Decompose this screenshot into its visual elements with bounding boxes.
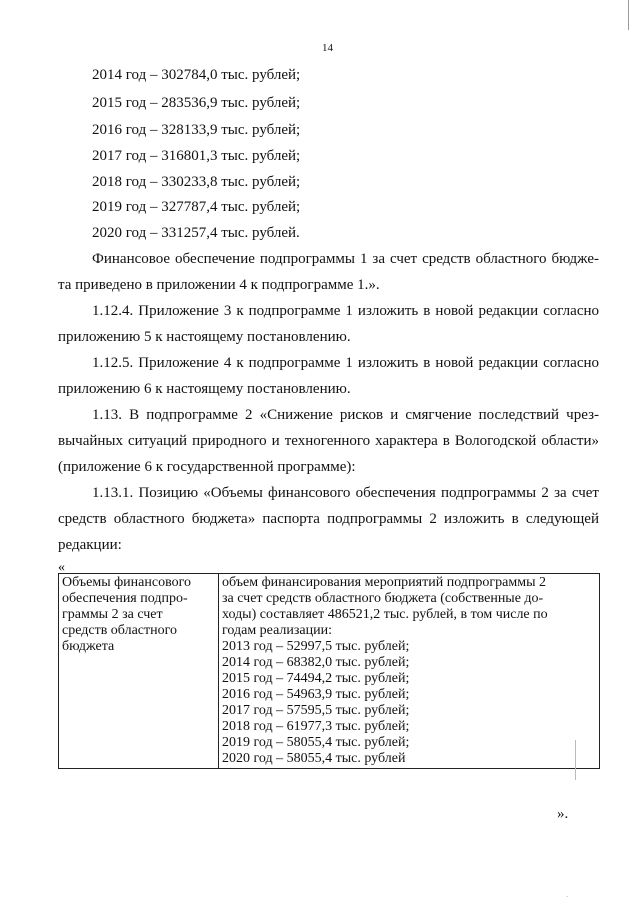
table-year-line: 2020 год – 58055,4 тыс. рублей [222,751,406,766]
table-year-line: 2015 год – 74494,2 тыс. рублей; [222,671,410,686]
paragraph-line: (приложение 6 к государственной программе): [58,459,356,475]
label-line: бюджета [62,639,115,654]
year-line: 2017 год – 316801,3 тыс. рублей; [92,148,301,164]
table-year-line: 2017 год – 57595,5 тыс. рублей; [222,703,410,718]
year-line: 2018 год – 330233,8 тыс. рублей; [92,174,301,190]
description-line: за счет средств областного бюджета (собственные до- [222,591,544,606]
paragraph-line: приложению 6 к настоящему постановлению. [58,381,351,397]
label-line: средств областного [62,623,178,638]
label-line: обеспечения подпро- [62,591,188,606]
year-line: 2016 год – 328133,9 тыс. рублей; [92,122,301,138]
description-line: годам реализации: [222,623,332,638]
year-line: 2020 год – 331257,4 тыс. рублей. [92,225,300,241]
description-line: объем финансирования мероприятий подпрограммы 2 [222,575,547,590]
paragraph-line: та приведено в приложении 4 к подпрограмме 1.». [58,277,380,293]
paragraph-line: 1.13.1. Позицию «Объемы финансового обеспечения подпрограммы 2 за счет [92,485,599,501]
paragraph-line: редакции: [58,537,122,553]
label-line: граммы 2 за счет [62,607,163,622]
passport-table [58,573,600,769]
description-line: ходы) составляет 486521,2 тыс. рублей, в том числе по [222,607,548,622]
scan-edge-mark [628,0,629,30]
label-cell [59,574,219,769]
scan-edge-mark [575,740,576,780]
table-row [59,574,600,769]
paragraph-line: средств областного бюджета» паспорта подпрограммы 2 изложить в следующей [58,511,599,527]
paragraph-line: Финансовое обеспечение подпрограммы 1 за счет средств областного бюдже- [92,251,599,267]
year-line: 2014 год – 302784,0 тыс. рублей; [92,67,301,83]
label-line: Объемы финансового [62,575,191,590]
paragraph-line: приложению 5 к настоящему постановлению. [58,329,351,345]
table-year-line: 2016 год – 54963,9 тыс. рублей; [222,687,410,702]
table-year-line: 2018 год – 61977,3 тыс. рублей; [222,719,410,734]
paragraph-line: 1.13. В подпрограмме 2 «Снижение рисков и смягчение последствий чрез- [92,407,599,423]
opening-quote: « [58,560,65,575]
year-line: 2019 год – 327787,4 тыс. рублей; [92,199,301,215]
table-year-line: 2013 год – 52997,5 тыс. рублей; [222,639,410,654]
closing-quote: ». [557,806,569,822]
paragraph-line: вычайных ситуаций природного и техногенного характера в Вологодской области» [58,433,599,449]
paragraph-line: 1.12.5. Приложение 4 к подпрограмме 1 изложить в новой редакции согласно [92,355,599,371]
paragraph-line: 1.12.4. Приложение 3 к подпрограмме 1 изложить в новой редакции согласно [92,303,599,319]
scan-dot: · [566,893,569,901]
value-cell [219,574,600,769]
table-year-line: 2019 год – 58055,4 тыс. рублей; [222,735,410,750]
table-year-line: 2014 год – 68382,0 тыс. рублей; [222,655,410,670]
page-number: 14 [322,42,333,54]
year-line: 2015 год – 283536,9 тыс. рублей; [92,95,301,111]
